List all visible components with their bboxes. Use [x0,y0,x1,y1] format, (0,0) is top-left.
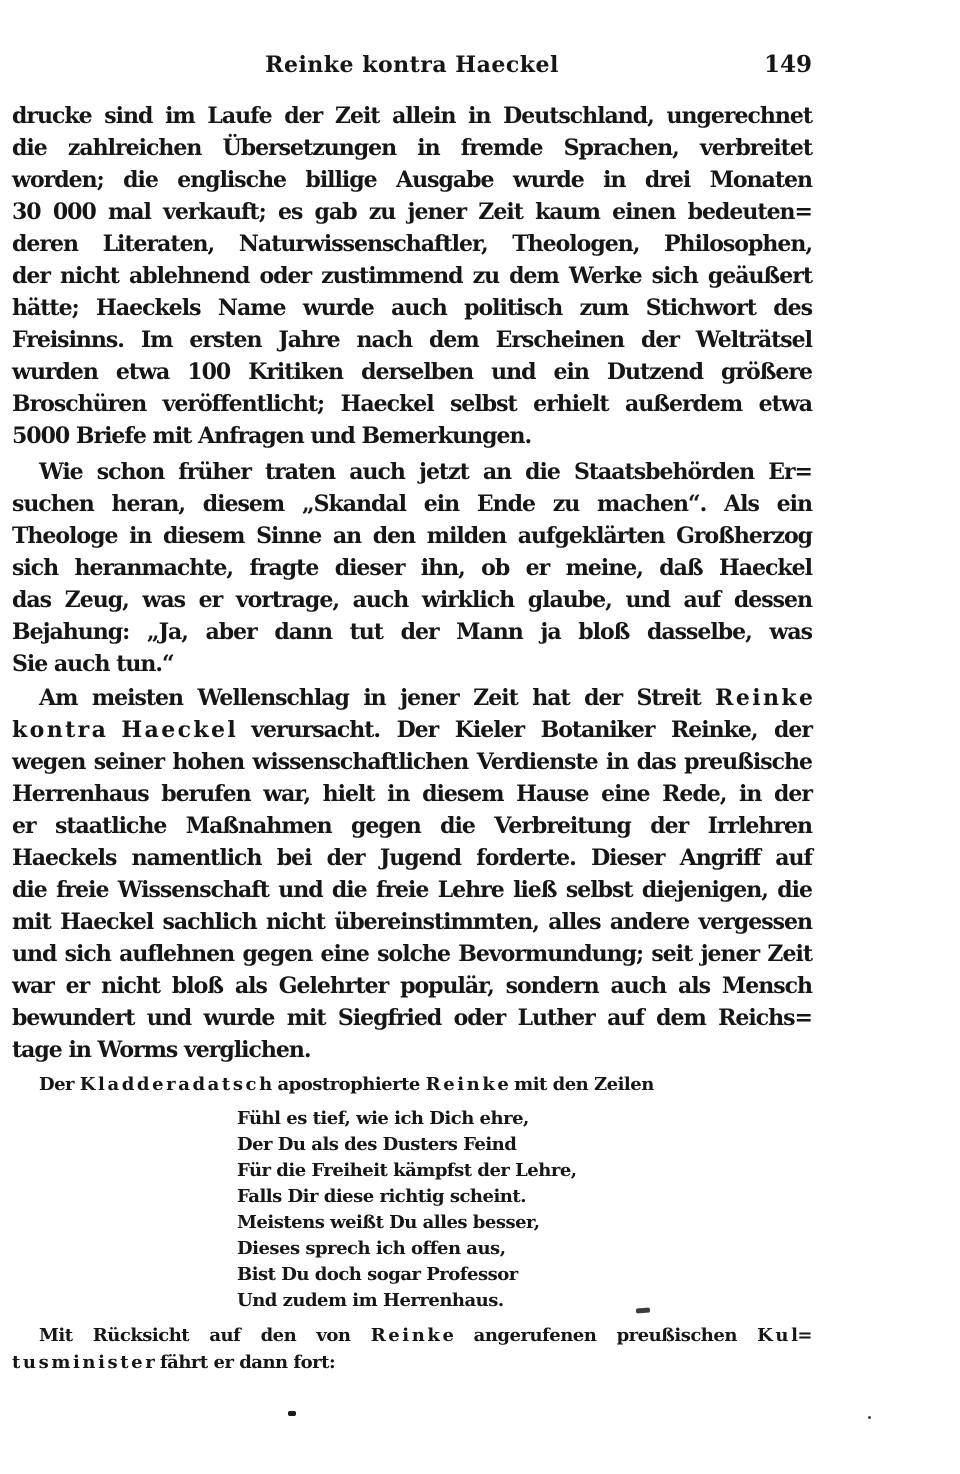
paragraph-anecdote [12,456,812,680]
page-number: 149 [763,51,812,78]
text-line: Theologe in diesem Sinne an den milden aufgeklärten Großherzog [12,523,812,549]
text-line: Der K l a d d e r a d a t s c h apostrophierte R e i n k e mit den Zeilen [39,1074,654,1095]
text-line: Haeckels namentlich bei der Jugend forderte. Dieser Angriff auf [12,845,812,871]
text-line: 5000 Briefe mit Anfragen und Bemerkungen. [12,423,532,449]
text-line: Bejahung: „Ja, aber dann tut der Mann ja bloß dasselbe, was [12,619,812,645]
text-line: t u s m i n i s t e r fährt er dann fort: [12,1352,336,1373]
text-line: Meistens weißt Du alles besser, [237,1212,540,1233]
text-line: Bist Du doch sogar Professor [237,1264,518,1285]
text-line: wegen seiner hohen wissenschaftlichen Verdienste in das preußische [12,749,812,775]
text-line: Und zudem im Herrenhaus. [237,1290,504,1311]
text-line: sich heranmachte, fragte dieser ihn, ob er meine, daß Haeckel [12,555,812,581]
text-line: das Zeug, was er vortrage, auch wirklich glaube, und auf dessen [12,587,812,613]
text-line: k o n t r a H a e c k e l verursacht. Der Kieler Botaniker Reinke, der [12,717,812,743]
text-line: Fühl es tief, wie ich Dich ehre, [237,1108,529,1129]
text-line: er staatliche Maßnahmen gegen die Verbreitung der Irrlehren [12,813,812,839]
text-line: Falls Dir diese richtig scheint. [237,1186,526,1207]
text-line: Sie auch tun.“ [12,651,174,677]
text-line: Am meisten Wellenschlag in jener Zeit hat der Streit R e i n k e [39,685,812,711]
scan-speck [868,1416,871,1419]
text-line: und sich auflehnen gegen eine solche Bevormundung; seit jener Zeit [12,941,812,967]
text-line: worden; die englische billige Ausgabe wurde in drei Monaten [12,167,812,193]
scan-speck [288,1411,296,1416]
text-line: Dieses sprech ich offen aus, [237,1238,506,1259]
paragraph-continuation [12,100,812,452]
text-line: die zahlreichen Übersetzungen in fremde Sprachen, verbreitet [12,135,812,161]
text-line: Der Du als des Dusters Feind [237,1134,517,1155]
text-line: tage in Worms verglichen. [12,1037,311,1063]
text-line: Herrenhaus berufen war, hielt in diesem Hause eine Rede, in der [12,781,812,807]
paragraph-reinke-kontra-haeckel [12,682,812,1066]
text-line: Für die Freiheit kämpfst der Lehre, [237,1160,577,1181]
text-line: drucke sind im Laufe der Zeit allein in Deutschland, ungerechnet [12,103,812,129]
text-line: Wie schon früher traten auch jetzt an die Staatsbehörden Er= [39,459,812,485]
text-line: deren Literaten, Naturwissenschaftler, Theologen, Philosophen, [12,231,812,257]
text-line: Mit Rücksicht auf den von R e i n k e angerufenen preußischen K u l= [39,1325,812,1346]
text-line: Broschüren veröffentlicht; Haeckel selbst erhielt außerdem etwa [12,391,812,417]
running-head [12,48,812,82]
closing-paragraph [12,1322,812,1376]
text-line: bewundert und wurde mit Siegfried oder Luther auf dem Reichs= [12,1005,812,1031]
text-line: mit Haeckel sachlich nicht übereinstimmten, alles andere vergessen [12,909,812,935]
running-head-title: Reinke kontra Haeckel [265,52,559,78]
poem [237,1106,677,1314]
kladderadatsch-intro-line [12,1072,812,1098]
text-line: die freie Wissenschaft und die freie Lehre ließ selbst diejenigen, die [12,877,812,903]
text-line: hätte; Haeckels Name wurde auch politisch zum Stichwort des [12,295,812,321]
scan-speck [636,1308,650,1314]
text-line: 30 000 mal verkauft; es gab zu jener Zeit kaum einen bedeuten= [12,199,812,225]
text-line: war er nicht bloß als Gelehrter populär, sondern auch als Mensch [12,973,812,999]
text-line: der nicht ablehnend oder zustimmend zu dem Werke sich geäußert [12,263,812,289]
text-line: suchen heran, diesem „Skandal ein Ende zu machen“. Als ein [12,491,812,517]
text-line: wurden etwa 100 Kritiken derselben und ein Dutzend größere [12,359,812,385]
text-line: Freisinns. Im ersten Jahre nach dem Erscheinen der Welträtsel [12,327,812,353]
